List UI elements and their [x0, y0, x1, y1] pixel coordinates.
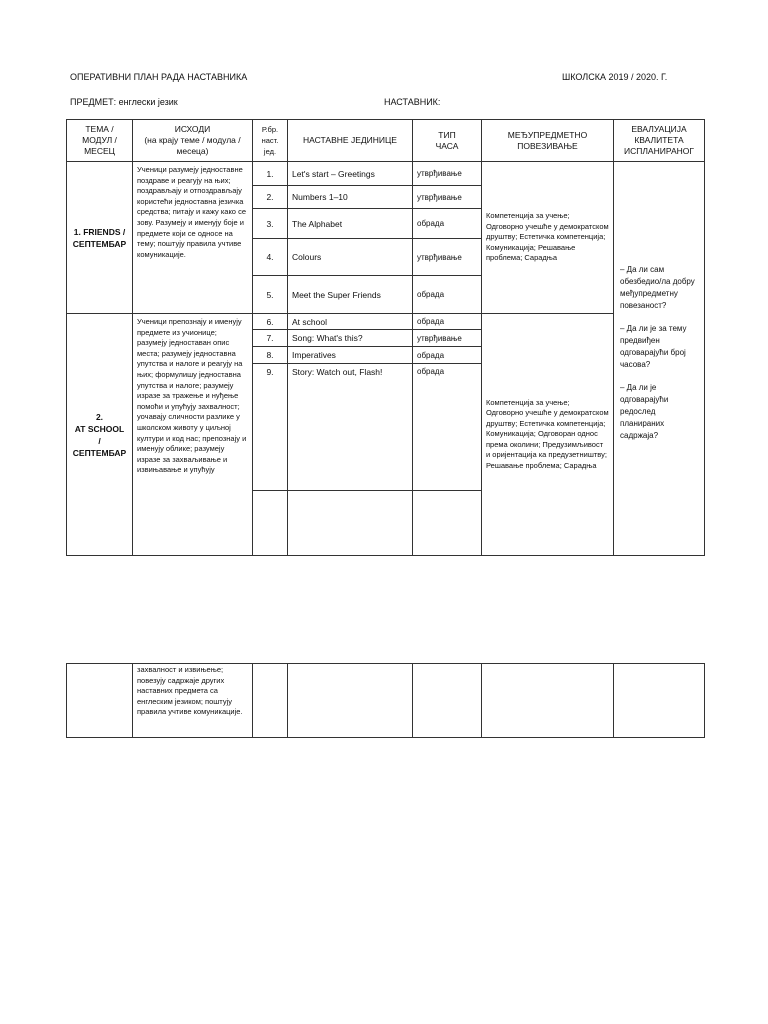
lesson-unit: At school [288, 314, 413, 330]
col-number-header: Р.бр. наст. јед. [253, 120, 288, 162]
teacher-label: НАСТАВНИК: [384, 97, 441, 107]
table-row [67, 162, 705, 186]
outcomes-title: ИСХОДИ [174, 124, 211, 134]
continuation-outcomes: захвалност и извињење; повезују садржаје других наставних предмета са енглеским језиком; поштују правила учтиве комуникације. [133, 664, 253, 738]
lesson-type: утврђивање [413, 186, 482, 209]
lesson-type: обрада [413, 276, 482, 314]
empty-cell [288, 664, 413, 738]
empty-cell [253, 664, 288, 738]
table-row [67, 664, 705, 738]
col-evaluation-header: ЕВАЛУАЦИЈА КВАЛИТЕТА ИСПЛАНИРАНОГ [614, 120, 705, 162]
col-units-header: НАСТАВНЕ ЈЕДИНИЦЕ [288, 120, 413, 162]
lesson-number: 6. [253, 314, 288, 330]
table-row [67, 314, 705, 330]
module2-outcomes: Ученици препознају и именују предмете из учионице; разумеју једноставан опис места; разумеју једноставна упутства и налоге и реагују на њих; формулишу једноставна упутства и налоге; разумеју изразе за тражење и нуђење помоћи и упућују захвалност; уочавају сличности разлике у школском животу у циљној култури и код нас; препознају и именују облике; разумеју изразе за захваљивање и извињавање и упућују [133, 314, 253, 556]
module1-topic: 1. FRIENDS / СЕПТЕМБАР [67, 162, 133, 314]
evaluation-cell [614, 162, 705, 556]
col-type-header: ТИП ЧАСА [413, 120, 482, 162]
lesson-number: 1. [253, 162, 288, 186]
lesson-unit: Colours [288, 239, 413, 276]
col-outcomes-header [133, 120, 253, 162]
lesson-type: утврђивање [413, 239, 482, 276]
evaluation-q3: – Да ли је одговарајући редослед планираних садржаја? [620, 383, 669, 440]
empty-cell [482, 664, 614, 738]
plan-table [66, 119, 705, 556]
table-header-row [67, 120, 705, 162]
empty-cell [614, 664, 705, 738]
lesson-number: 5. [253, 276, 288, 314]
plan-title: ОПЕРАТИВНИ ПЛАН РАДА НАСТАВНИКА [70, 72, 248, 82]
module1-correlation: Компетенција за учење; Одговорно учешће у демократском друштву; Естетичка компетенција; Комуникација; Решавање проблема; Сарадња [482, 162, 614, 314]
continuation-table [66, 663, 705, 738]
school-year: ШКОЛСКА 2019 / 2020. Г. [562, 72, 668, 82]
lesson-unit: Song: What's this? [288, 330, 413, 347]
lesson-unit: Let's start – Greetings [288, 162, 413, 186]
lesson-unit: Story: Watch out, Flash! [288, 364, 413, 491]
module1-outcomes: Ученици разумеју једноставне поздраве и реагују на њих; поздрављају и отпоздрављају користећи једноставна језичка средства; питају и кажу како се зову. Разумеју и именују боје и предмете који се односе на тему; поштују правила учтиве комуникације. [133, 162, 253, 314]
subject-label: ПРЕДМЕТ: енглески језик [70, 97, 178, 107]
empty-cell [413, 664, 482, 738]
lesson-unit: Meet the Super Friends [288, 276, 413, 314]
lesson-type: обрада [413, 364, 482, 491]
empty-cell [253, 491, 288, 556]
lesson-unit: Numbers 1–10 [288, 186, 413, 209]
empty-cell [413, 491, 482, 556]
lesson-number: 8. [253, 347, 288, 364]
evaluation-q2: – Да ли је за тему предвиђен одговарајући број часова? [620, 324, 687, 369]
module2-topic: 2. AT SCHOOL / СЕПТЕМБАР [67, 314, 133, 556]
evaluation-q1: – Да ли сам обезбедио/ла добру међупредметну повезаност? [620, 265, 695, 310]
lesson-number: 3. [253, 209, 288, 239]
lesson-number: 2. [253, 186, 288, 209]
empty-cell [67, 664, 133, 738]
lesson-unit: The Alphabet [288, 209, 413, 239]
lesson-type: утврђивање [413, 330, 482, 347]
col-topic-header: ТЕМА / МОДУЛ / МЕСЕЦ [67, 120, 133, 162]
module2-correlation: Компетенција за учење; Одговорно учешће у демократском друштву; Естетичка компетенција; Комуникација; Одговоран однос према околини; Предузимљивост и оријентација ка предузетништву; Решавање проблема; Сарадња [482, 314, 614, 556]
lesson-number: 4. [253, 239, 288, 276]
lesson-type: утврђивање [413, 162, 482, 186]
lesson-unit: Imperatives [288, 347, 413, 364]
empty-cell [288, 491, 413, 556]
lesson-type: обрада [413, 314, 482, 330]
lesson-type: обрада [413, 347, 482, 364]
col-correlation-header: МЕЂУПРЕДМЕТНО ПОВЕЗИВАЊЕ [482, 120, 614, 162]
lesson-type: обрада [413, 209, 482, 239]
lesson-number: 7. [253, 330, 288, 347]
lesson-number: 9. [253, 364, 288, 491]
outcomes-subtitle: (на крају теме / модула / месеца) [144, 135, 241, 156]
